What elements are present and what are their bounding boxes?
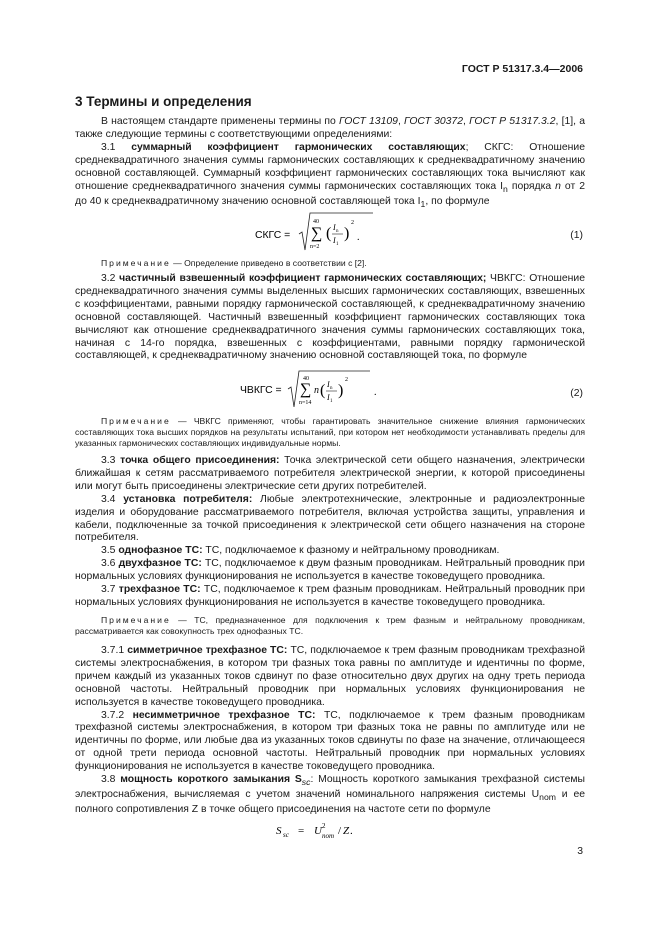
page-number: 3 xyxy=(577,846,583,857)
svg-text:2: 2 xyxy=(322,822,326,830)
intro-paragraph: В настоящем стандарте применены термины по ГОСТ 13109, ГОСТ 30372, ГОСТ Р 51317.3.2, [1], а также следующие термины с соответствующими определениями: xyxy=(75,116,585,140)
note-1: Примечание — Определение приведено в соответствии с [2]. xyxy=(101,258,367,268)
formula-3 xyxy=(276,820,376,845)
svg-text:nom: nom xyxy=(322,832,335,840)
paragraph-3-7-1: 3.7.1 симметричное трехфазное ТС: ТС, подключаемое к трем фазным проводникам трехфазной системы электроснабжения, в котором три фазных тока равны по амплитуде и идентичны по форме, причем каждый из указанных токов сдвинут по фазе относительно двух других на одну треть периода основной частоты. Нейтральный проводник при нормальных условиях функционирования не используется в качестве токоведущего проводника. xyxy=(75,645,586,708)
svg-text:(: ( xyxy=(326,225,332,242)
svg-text:): ) xyxy=(344,225,350,242)
document-header: ГОСТ Р 51317.3.4—2006 xyxy=(461,63,583,75)
svg-text:2: 2 xyxy=(351,220,354,226)
svg-text:): ) xyxy=(338,382,344,399)
paragraph-3-3: 3.3 точка общего присоединения: Точка электрической сети общего назначения, электрически ближайшая к сетям рассматриваемого потребителя электрической энергии, к которой присоединены или могут быть присоединены электрические сети других потребителей. xyxy=(75,455,585,492)
svg-text:/: / xyxy=(338,825,342,837)
svg-text:I: I xyxy=(327,393,330,402)
paragraph-3-1: 3.1 суммарный коэффициент гармонических составляющих; СКГС: Отношение среднеквадратичного значения суммы гармонических составляющих к среднеквадратичному значению основной составляющей. Суммарный коэффициент гармонических составляющих тока вычисляют как отношение среднеквадратичного значения суммы гармонических составляющих тока $I_n$ порядка n от 2 до 40 к среднеквадратичному значению основной составляющей тока $I_1$, по формуле xyxy=(75,141,585,209)
paragraph-3-5: 3.5 однофазное ТС: ТС, подключаемое к фазному и нейтральному проводникам. xyxy=(101,545,500,557)
svg-text:S: S xyxy=(276,825,282,837)
paragraphs-3-7-1-to-3-8 xyxy=(75,645,585,817)
formula-2-number: (2) xyxy=(570,388,583,399)
svg-text:.: . xyxy=(350,825,353,837)
svg-text:n: n xyxy=(330,386,333,391)
svg-text:.: . xyxy=(357,232,360,243)
formula-1 xyxy=(255,210,375,259)
section-title: 3 Термины и определения xyxy=(75,94,252,109)
svg-text:∑: ∑ xyxy=(300,381,312,398)
svg-text:2: 2 xyxy=(345,377,348,383)
svg-text:40: 40 xyxy=(303,376,309,382)
svg-text:1: 1 xyxy=(336,242,339,247)
svg-text:n=14: n=14 xyxy=(299,400,312,406)
formula-2 xyxy=(240,369,380,418)
note-3: Примечание — ТС, предназначенное для подключения к трем фазным и нейтральному проводникам, рассматривается как совокупность трех однофазных ТС. xyxy=(75,615,585,636)
svg-text:I: I xyxy=(333,236,336,245)
svg-text:1: 1 xyxy=(330,399,333,404)
svg-text:U: U xyxy=(314,825,322,837)
note-2: Примечание — ЧВКГС применяют, чтобы гарантировать значительное снижение влияния гармонических составляющих тока высших порядков на результаты испытаний, при котором нет необходимости устанавливать пределы для указанных гармонических составляющих индивидуальные нормы. xyxy=(75,416,585,448)
intro-block xyxy=(75,116,585,211)
svg-text:n: n xyxy=(314,385,319,396)
formula-1-svg xyxy=(255,210,375,256)
paragraph-3-7: 3.7 трехфазное ТС: ТС, подключаемое к трем фазным проводникам. Нейтральный проводник при нормальных условиях функционирования не используется в качестве токоведущего проводника. xyxy=(75,584,586,608)
svg-text:I: I xyxy=(327,380,330,389)
paragraph-3-8: 3.8 мощность короткого замыкания $S_{sc}$: Мощность короткого замыкания трехфазной системы электроснабжения, вычисляемая с учетом значений номинального напряжения системы $U_{nom}$ и ее полного сопротивления Z в точке общего присоединения на частоте сети по формуле xyxy=(75,774,586,816)
svg-text:n: n xyxy=(336,229,339,234)
svg-text:(: ( xyxy=(320,382,326,399)
paragraph-3-7-2: 3.7.2 несимметричное трехфазное ТС: ТС, подключаемое к трем фазным проводникам трехфазной системы электроснабжения, в котором три фазных тока не равны по амплитуде или не идентичны по форме, или любые два из указанных токов сдвинуты по фазе на значение, отличающееся от одной трети периода основной частоты. Нейтральный проводник при нормальных условиях функционирования не используется в качестве токоведущего проводника. xyxy=(75,709,585,773)
svg-text:=: = xyxy=(298,825,305,837)
formula-3-svg xyxy=(276,820,376,842)
paragraphs-3-3-to-3-7 xyxy=(75,455,585,610)
svg-text:Z: Z xyxy=(343,825,350,837)
formula-2-svg xyxy=(240,369,380,415)
svg-text:I: I xyxy=(333,223,336,232)
formula-2-label: ЧВКГС = xyxy=(240,385,282,396)
paragraph-3-6: 3.6 двухфазное ТС: ТС, подключаемое к двум фазным проводникам. Нейтральный проводник при нормальных условиях функционирования не используется в качестве токоведущего проводника. xyxy=(75,558,585,583)
svg-text:40: 40 xyxy=(313,219,319,225)
paragraph-3-4: 3.4 установка потребителя: Любые электротехнические, электронные и радиоэлектронные изделия и оборудование рассматриваемого потребителя, включая устройства защиты, управления и кабели, подключенные за точкой присоединения к электрической сети общего назначения на стороне потребителя. xyxy=(75,493,585,544)
svg-text:∑: ∑ xyxy=(311,225,323,242)
paragraph-3-2: 3.2 частичный взвешенный коэффициент гармонических составляющих; ЧВКГС: Отношение среднеквадратичного значения суммы выделенных высших гармонических составляющих, взвешенных с коэффициентами, равными порядку гармонической составляющей, к среднеквадратичному значению основной составляющей. Частичный взвешенный коэффициент гармонических составляющих тока вычисляют как отношение среднеквадратичного значения суммы гармонических составляющих тока, начиная с 14-го порядка, взвешенных с коэффициентами, равными порядку гармонической составляющей, к среднеквадратичному значению основной составляющей тока, по формуле xyxy=(75,273,585,362)
svg-text:sc: sc xyxy=(283,831,289,839)
svg-text:n=2: n=2 xyxy=(310,244,320,250)
formula-1-label: СКГС = xyxy=(255,230,291,241)
formula-1-number: (1) xyxy=(570,230,583,241)
svg-text:.: . xyxy=(374,387,377,398)
